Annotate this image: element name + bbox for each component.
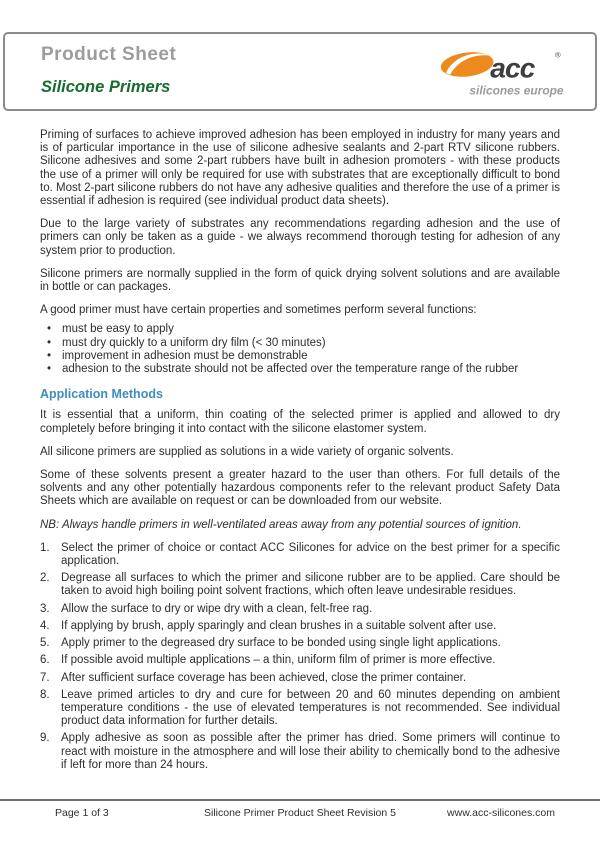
step-text: Degrease all surfaces to which the primer and silicone rubber are to be applied. Care should be taken to avoid high boiling point solvent fractions, which often leave undesirable residues. (61, 572, 560, 598)
footer-website: www.acc-silicones.com (447, 807, 555, 819)
bullet-icon: • (47, 363, 52, 376)
step-number: 2. (40, 572, 50, 585)
functions-lead-in: A good primer must have certain properties and sometimes perform several functions: (40, 304, 477, 317)
step-number: 1. (40, 541, 50, 554)
application-paragraph: Some of these solvents present a greater hazard to the user than others. For full details of the solvents and any other potentially hazardous components refer to the relevant product Safety Data Sheets which are available on request or can be downloaded from our website. (40, 469, 560, 508)
intro-paragraph: Due to the large variety of substrates any recommendations regarding adhesion and the use of primers can only be taken as a guide - we always recommend thorough testing for adhesion of any system prior to production. (40, 218, 560, 257)
application-steps-list (40, 542, 560, 772)
application-paragraph: All silicone primers are supplied as solutions in a wide variety of organic solvents. (40, 445, 454, 458)
step-item (40, 732, 560, 772)
list-item (40, 337, 560, 350)
step-text: Apply primer to the degreased dry surface to be bonded using single light applications. (61, 637, 501, 650)
intro-paragraph: Silicone primers are normally supplied in the form of quick drying solvent solutions and are available in bottle or can packages. (40, 267, 560, 294)
step-item (40, 620, 560, 633)
primer-functions-list (40, 323, 560, 376)
step-text: Select the primer of choice or contact ACC Silicones for advice on the best primer for a specific application. (61, 541, 560, 568)
section-heading-application-methods: Application Methods (40, 387, 163, 402)
document-body (40, 129, 560, 776)
intro-paragraph: Priming of surfaces to achieve improved adhesion has been employed in industry for many years and is of particular importance in the use of silicone adhesive sealants and 2-part RTV silicone rubbers. Silicone adhesives and some 2-part rubbers have built in adhesion promoters - with these products the use of a primer will only be required for use with substrates that are exceptionally difficult to bond to. Most 2-part silicone rubbers do not have any adhesive qualities and therefore the use of a primer is essential if adhesion is required (see individual product data sheets). (40, 129, 560, 208)
bullet-icon: • (47, 349, 52, 362)
step-text: After sufficient surface coverage has been achieved, close the primer container. (61, 671, 467, 684)
application-paragraph: It is essential that a uniform, thin coating of the selected primer is applied and allowed to dry completely before bringing it into contact with the silicone elastomer system. (40, 409, 560, 435)
page-title: Silicone Primers (41, 78, 171, 96)
footer-doc-reference: Silicone Primer Product Sheet Revision 5 (203, 807, 396, 819)
step-text: Allow the surface to dry or wipe dry with a clean, felt-free rag. (61, 602, 373, 615)
logo-registered-mark: ® (555, 50, 561, 60)
step-item (40, 542, 560, 568)
list-item-text: adhesion to the substrate should not be affected over the temperature range of the rubber (62, 363, 519, 376)
step-item (40, 672, 560, 685)
step-number: 5. (40, 637, 50, 650)
footer-divider (0, 799, 600, 801)
acc-logo-graphic (439, 46, 567, 100)
logo-tagline: silicones europe (469, 83, 564, 98)
step-text: If applying by brush, apply sparingly and clean brushes in a suitable solvent after use. (61, 619, 497, 632)
step-number: 3. (40, 602, 50, 615)
step-item (40, 654, 560, 667)
list-item-text: improvement in adhesion must be demonstrable (62, 349, 308, 362)
doc-type-label: Product Sheet (41, 44, 177, 65)
nb-warning-note: NB: Always handle primers in well-ventilated areas away from any potential sources of ignition. (40, 518, 522, 531)
list-item (40, 350, 560, 363)
step-item (40, 637, 560, 650)
step-number: 4. (40, 619, 50, 632)
list-item (40, 323, 560, 336)
step-text: If possible avoid multiple applications – a thin, uniform film of primer is more effective. (61, 654, 496, 667)
step-number: 9. (40, 732, 50, 745)
step-number: 6. (40, 654, 50, 667)
list-item-text: must dry quickly to a uniform dry film (< 30 minutes) (62, 336, 326, 349)
step-number: 8. (40, 688, 50, 701)
step-item (40, 572, 560, 598)
list-item-text: must be easy to apply (62, 323, 174, 336)
bullet-icon: • (47, 323, 52, 336)
logo-brand-text: acc (490, 52, 535, 84)
step-text: Apply adhesive as soon as possible after the primer has dried. Some primers will continue to react with moisture in the atmosphere and will lose their ability to chemically bond to the adhesive if left for more than 24 hours. (61, 732, 560, 771)
step-number: 7. (40, 671, 50, 684)
step-item (40, 689, 560, 729)
step-text: Leave primed articles to dry and cure for between 20 and 60 minutes depending on ambient temperature conditions - the use of elevated temperatures is not recommended. See individual product data information for further details. (61, 688, 560, 728)
header-box (3, 32, 597, 111)
logo-swoosh-icon (439, 49, 494, 79)
list-item (40, 363, 560, 376)
footer-page-info: Page 1 of 3 (55, 807, 109, 819)
acc-logo (439, 46, 567, 105)
step-item (40, 603, 560, 616)
bullet-icon: • (47, 336, 52, 349)
